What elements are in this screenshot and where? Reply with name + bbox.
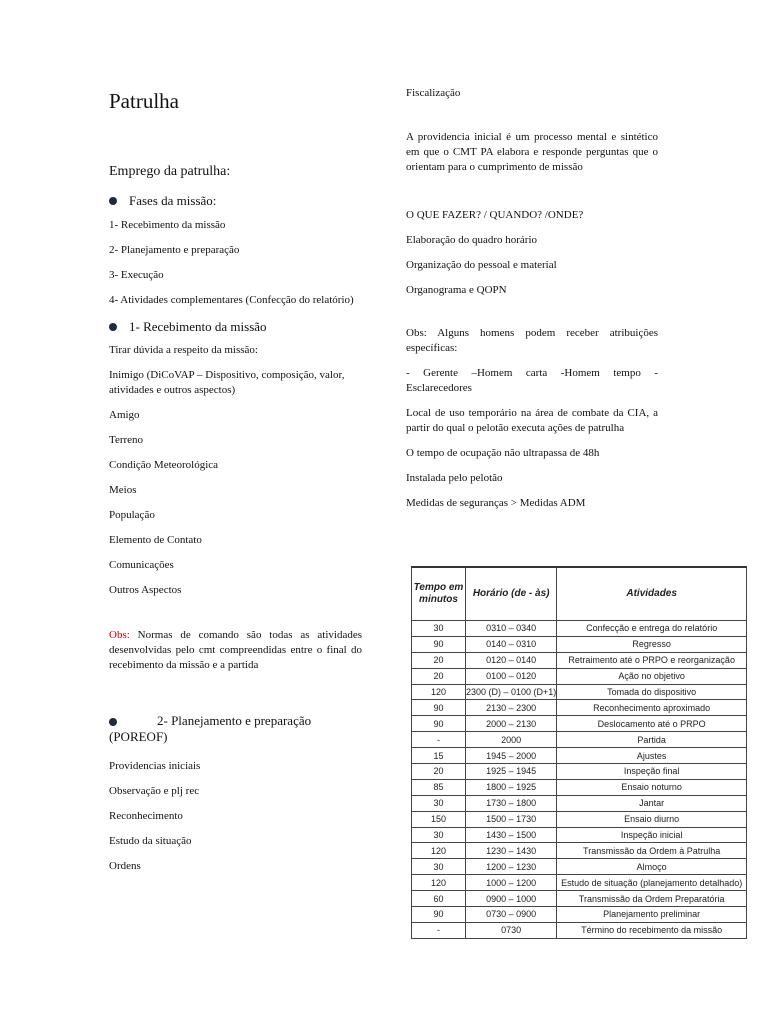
emprego-heading: Emprego da patrulha:: [109, 164, 231, 179]
table-row: [412, 764, 747, 780]
cell-tempo: 20: [412, 668, 466, 684]
cell-atividade: Almoço: [557, 859, 747, 875]
cell-horario: 0310 – 0340: [466, 621, 557, 637]
fases-label: Fases da missão:: [129, 193, 217, 208]
tempo-text: O tempo de ocupação não ultrapassa de 48h: [406, 447, 600, 459]
cell-atividade: Planejamento preliminar: [557, 907, 747, 923]
item-quadro-horario: Elaboração do quadro horário: [406, 234, 538, 246]
left-column: [109, 84, 362, 874]
aspecto-amigo: Amigo: [109, 409, 140, 421]
cell-tempo: 85: [412, 779, 466, 795]
table-row: [412, 875, 747, 891]
cell-tempo: -: [412, 922, 466, 938]
table-row: [412, 843, 747, 859]
cell-atividade: Jantar: [557, 795, 747, 811]
header-horario: Horário (de - às): [466, 567, 557, 621]
cell-atividade: Transmissão da Ordem Preparatória: [557, 891, 747, 907]
aspecto-terreno: Terreno: [109, 434, 144, 446]
bullet-icon: [109, 718, 117, 726]
aspecto-condicao: Condição Meteorológica: [109, 459, 219, 471]
cell-tempo: 90: [412, 907, 466, 923]
table-row: [412, 891, 747, 907]
recebimento-heading: [109, 318, 362, 336]
cell-tempo: 30: [412, 859, 466, 875]
cell-atividade: Inspeção inicial: [557, 827, 747, 843]
cell-horario: 0730: [466, 922, 557, 938]
cell-tempo: 120: [412, 843, 466, 859]
instalada-text: Instalada pelo pelotão: [406, 472, 503, 484]
schedule-table: [411, 566, 747, 939]
page-title: Patrulha: [109, 89, 179, 113]
cell-horario: 1430 – 1500: [466, 827, 557, 843]
table-row: [412, 779, 747, 795]
bullet-icon: [109, 323, 117, 331]
cell-atividade: Retraimento até o PRPO e reorganização: [557, 652, 747, 668]
cell-horario: 0900 – 1000: [466, 891, 557, 907]
table-row: [412, 811, 747, 827]
roles-text: - Gerente –Homem carta -Homem tempo -Esclarecedores: [406, 367, 658, 394]
cell-atividade: Ensaio noturno: [557, 779, 747, 795]
cell-horario: 0140 – 0310: [466, 636, 557, 652]
cell-atividade: Inspeção final: [557, 764, 747, 780]
table-row: [412, 716, 747, 732]
tirar-duvida: Tirar dúvida a respeito da missão:: [109, 344, 258, 356]
questions: O QUE FAZER? / QUANDO? /ONDE?: [406, 209, 584, 221]
providencia-text: A providencia inicial é um processo mental e sintético em que o CMT PA elabora e responde perguntas que o orientam para o cumprimento de missão: [406, 131, 658, 173]
cell-tempo: 60: [412, 891, 466, 907]
cell-tempo: 30: [412, 795, 466, 811]
cell-tempo: 90: [412, 636, 466, 652]
table-row: [412, 732, 747, 748]
bullet-icon: [109, 197, 117, 205]
cell-horario: 0730 – 0900: [466, 907, 557, 923]
cell-tempo: -: [412, 732, 466, 748]
cell-horario: 1730 – 1800: [466, 795, 557, 811]
cell-atividade: Partida: [557, 732, 747, 748]
cell-horario: 2000: [466, 732, 557, 748]
cell-tempo: 20: [412, 764, 466, 780]
inimigo-text: Inimigo (DiCoVAP – Dispositivo, composição, valor, atividades e outros aspectos): [109, 369, 345, 396]
cell-atividade: Tomada do dispositivo: [557, 684, 747, 700]
fases-item-4: 4- Atividades complementares (Confecção do relatório): [109, 294, 354, 306]
planejamento-heading: [109, 713, 362, 745]
item-organograma: Organograma e QOPN: [406, 284, 507, 296]
cell-tempo: 120: [412, 684, 466, 700]
aspecto-populacao: População: [109, 509, 155, 521]
cell-atividade: Estudo de situação (planejamento detalhado): [557, 875, 747, 891]
cell-horario: 1200 – 1230: [466, 859, 557, 875]
cell-horario: 1230 – 1430: [466, 843, 557, 859]
obs-label: Obs:: [109, 629, 130, 641]
recebimento-label: 1- Recebimento da missão: [129, 319, 267, 334]
table-header-row: [412, 567, 747, 621]
cell-horario: 1925 – 1945: [466, 764, 557, 780]
right-column: [406, 86, 658, 511]
cell-horario: 0120 – 0140: [466, 652, 557, 668]
cell-atividade: Deslocamento até o PRPO: [557, 716, 747, 732]
cell-tempo: 20: [412, 652, 466, 668]
cell-tempo: 120: [412, 875, 466, 891]
cell-horario: 2300 (D) – 0100 (D+1): [466, 684, 557, 700]
planejamento-item-5: Ordens: [109, 860, 141, 872]
aspecto-meios: Meios: [109, 484, 137, 496]
table-row: [412, 636, 747, 652]
cell-tempo: 30: [412, 621, 466, 637]
medidas-text: Medidas de seguranças > Medidas ADM: [406, 497, 586, 509]
table-row: [412, 827, 747, 843]
fases-item-3: 3- Execução: [109, 269, 164, 281]
planejamento-item-1: Providencias iniciais: [109, 760, 201, 772]
cell-horario: 1000 – 1200: [466, 875, 557, 891]
fiscalizacao: Fiscalização: [406, 87, 461, 99]
planejamento-item-4: Estudo da situação: [109, 835, 192, 847]
cell-tempo: 90: [412, 700, 466, 716]
obs-atribuicoes: Obs: Alguns homens podem receber atribuições específicas:: [406, 327, 658, 354]
table-row: [412, 907, 747, 923]
cell-atividade: Confecção e entrega do relatório: [557, 621, 747, 637]
table-row: [412, 795, 747, 811]
item-organizacao: Organização do pessoal e material: [406, 259, 557, 271]
fases-heading: [109, 192, 362, 210]
table-row: [412, 621, 747, 637]
cell-atividade: Término do recebimento da missão: [557, 922, 747, 938]
table-row: [412, 652, 747, 668]
cell-atividade: Regresso: [557, 636, 747, 652]
cell-tempo: 150: [412, 811, 466, 827]
planejamento-label: 2- Planejamento e preparação (POREOF): [109, 713, 312, 744]
cell-horario: 2130 – 2300: [466, 700, 557, 716]
cell-tempo: 30: [412, 827, 466, 843]
planejamento-item-2: Observação e plj rec: [109, 785, 200, 797]
cell-atividade: Ensaio diurno: [557, 811, 747, 827]
fases-item-1: 1- Recebimento da missão: [109, 219, 226, 231]
cell-horario: 2000 – 2130: [466, 716, 557, 732]
cell-atividade: Ajustes: [557, 748, 747, 764]
header-atividades: Atividades: [557, 567, 747, 621]
cell-atividade: Reconhecimento aproximado: [557, 700, 747, 716]
obs-normas: [109, 628, 362, 673]
aspecto-outros: Outros Aspectos: [109, 584, 182, 596]
table-row: [412, 859, 747, 875]
cell-atividade: Transmissão da Ordem à Patrulha: [557, 843, 747, 859]
cell-tempo: 15: [412, 748, 466, 764]
fases-item-2: 2- Planejamento e preparação: [109, 244, 240, 256]
local-text: Local de uso temporário na área de combate da CIA, a partir do qual o pelotão executa ações de patrulha: [406, 407, 658, 434]
cell-horario: 1500 – 1730: [466, 811, 557, 827]
obs-text: Normas de comando são todas as atividades desenvolvidas pelo cmt compreendidas entre o final do recebimento da missão e a partida: [109, 629, 363, 671]
table-row: [412, 922, 747, 938]
table-row: [412, 668, 747, 684]
table-body: [412, 621, 747, 939]
header-tempo: Tempo em minutos: [412, 567, 466, 621]
cell-horario: 0100 – 0120: [466, 668, 557, 684]
cell-atividade: Ação no objetivo: [557, 668, 747, 684]
cell-horario: 1800 – 1925: [466, 779, 557, 795]
aspecto-elemento: Elemento de Contato: [109, 534, 202, 546]
aspecto-comunicacoes: Comunicações: [109, 559, 174, 571]
table-row: [412, 748, 747, 764]
table-row: [412, 684, 747, 700]
planejamento-item-3: Reconhecimento: [109, 810, 183, 822]
cell-tempo: 90: [412, 716, 466, 732]
table-row: [412, 700, 747, 716]
cell-horario: 1945 – 2000: [466, 748, 557, 764]
